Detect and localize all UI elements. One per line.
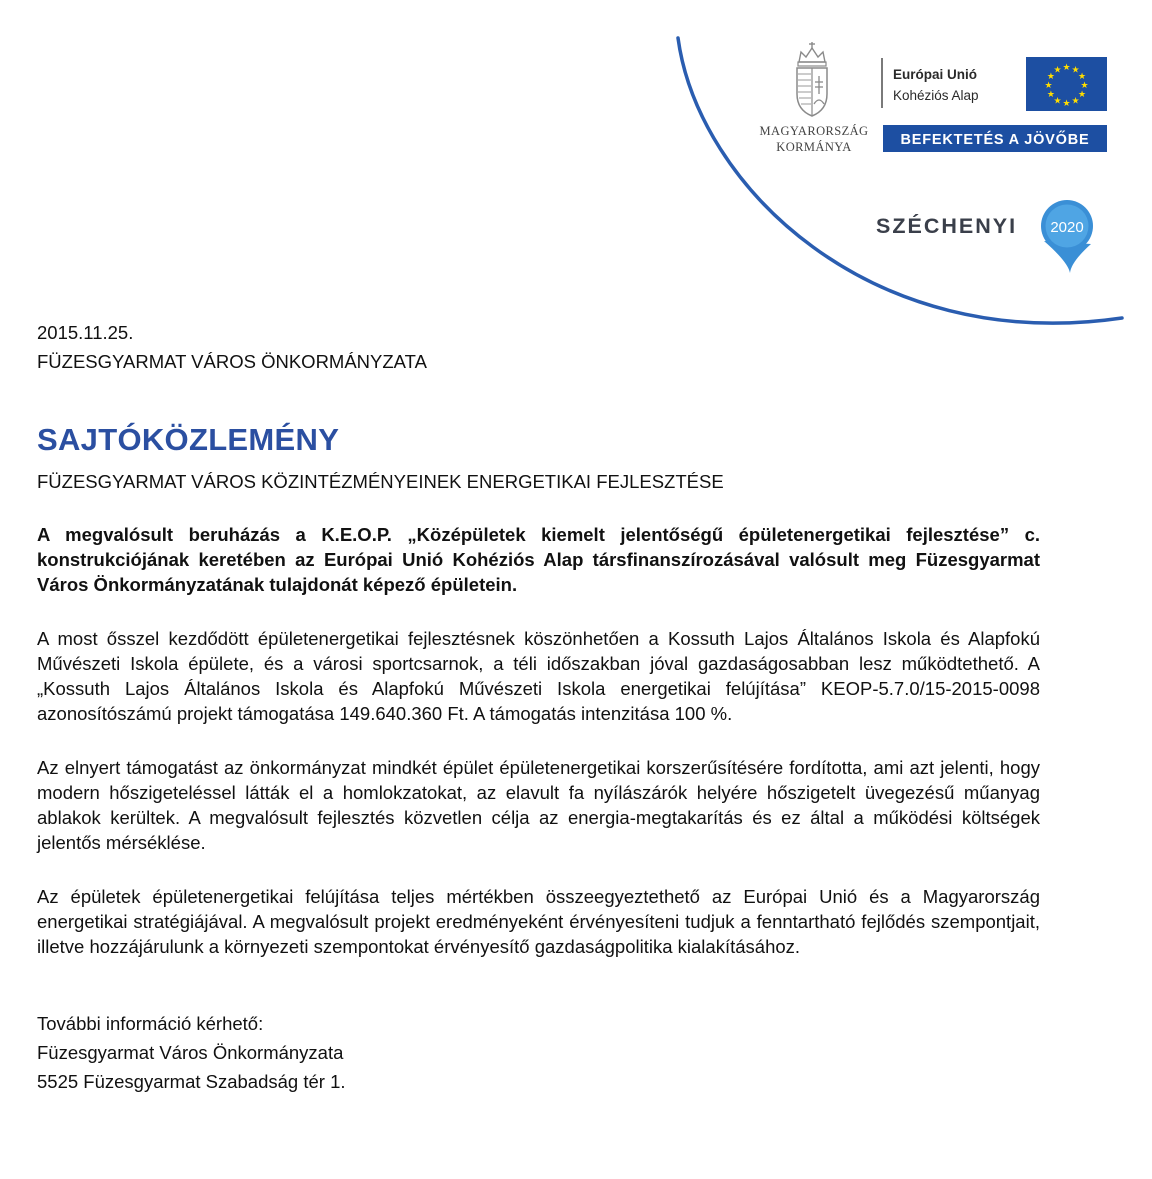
szechenyi-year: 2020 xyxy=(1050,219,1084,236)
body-paragraph-2: Az elnyert támogatást az önkormányzat mindkét épület épületenergetikai korszerűsítésére fordította, ami azt jelenti, hogy modern hőszigeteléssel látták el a homlokzatokat, az elavult fa nyílászárók helyére hőszigetelt üvegezésű műanyag ablakok kerültek. A megvalósult fejlesztés közvetlen célja az energia-megtakarítás és ez által a működési költségek jelentős mérséklése. xyxy=(37,757,1040,853)
eu-slogan: BEFEKTETÉS A JÖVŐBE xyxy=(900,132,1090,148)
contact-address: 5525 Füzesgyarmat Szabadság tér 1. xyxy=(37,1071,346,1092)
svg-text:★: ★ xyxy=(1053,96,1062,107)
eu-flag-icon xyxy=(1026,57,1107,111)
location-pin-icon xyxy=(1041,200,1093,273)
organization-name: FÜZESGYARMAT VÁROS ÖNKORMÁNYZATA xyxy=(37,351,427,372)
contact-intro: További információ kérhető: xyxy=(37,1013,264,1034)
svg-text:★: ★ xyxy=(1078,72,1087,82)
svg-text:★: ★ xyxy=(1080,81,1089,91)
contact-name: Füzesgyarmat Város Önkormányzata xyxy=(37,1042,344,1063)
svg-text:★: ★ xyxy=(1053,65,1062,76)
lead-paragraph: A megvalósult beruházás a K.E.O.P. „Középületek kiemelt jelentőségű épületenergetikai fejlesztése” c. konstrukciójának keretében az Európai Unió Kohéziós Alap társfinanszírozásával valósult meg Füzesgyarmat Város Önkormányzatának tulajdonát képező épületein. xyxy=(37,524,1040,595)
svg-text:★: ★ xyxy=(1062,63,1071,73)
press-release xyxy=(37,318,1040,1096)
svg-text:★: ★ xyxy=(1062,99,1071,109)
release-date: 2015.11.25. xyxy=(37,322,134,343)
body-paragraph-3: Az épületek épületenergetikai felújítása teljes mértékben összeegyeztethető az Európai Unió és a Magyarország energetikai stratégiájával. A megvalósult projekt eredményeként érvényesíteni tudjuk a fenntartható fejlődés szempontjait, illetve hozzájárulunk a környezeti szempontokat érvényesítő gazdaságpolitika kialakításához. xyxy=(37,886,1040,957)
eu-fund: Kohéziós Alap xyxy=(893,88,979,103)
szechenyi-word: SZÉCHENYI xyxy=(876,214,1018,238)
svg-text:★: ★ xyxy=(1046,90,1055,100)
svg-text:★: ★ xyxy=(1071,96,1080,107)
contact-block xyxy=(37,1009,1040,1096)
page-title: SAJTÓKÖZLEMÉNY xyxy=(37,422,340,457)
header-logos xyxy=(0,0,1152,340)
svg-text:★: ★ xyxy=(1071,65,1080,76)
svg-text:★: ★ xyxy=(1044,81,1053,91)
hungarian-coat-of-arms-icon xyxy=(797,42,827,116)
svg-text:★: ★ xyxy=(1046,72,1055,82)
eu-name: Európai Unió xyxy=(893,67,977,82)
gov-logo-line1: MAGYARORSZÁG xyxy=(759,124,869,138)
gov-logo-line2: KORMÁNYA xyxy=(776,140,852,154)
svg-text:★: ★ xyxy=(1078,90,1087,100)
page-subtitle: FÜZESGYARMAT VÁROS KÖZINTÉZMÉNYEINEK ENERGETIKAI FEJLESZTÉSE xyxy=(37,471,724,492)
body-paragraph-1: A most ősszel kezdődött épületenergetikai fejlesztésnek köszönhetően a Kossuth Lajos Általános Iskola és Alapfokú Művészeti Iskola épülete, és a városi sportcsarnok, a téli időszakban jóval gazdaságosabban lesz működtethető. A „Kossuth Lajos Általános Iskola és Alapfokú Művészeti Iskola energetikai felújítása” KEOP-5.7.0/15-2015-0098 azonosítószámú projekt támogatása 149.640.360 Ft. A támogatás intenzitása 100 %. xyxy=(37,628,1040,724)
